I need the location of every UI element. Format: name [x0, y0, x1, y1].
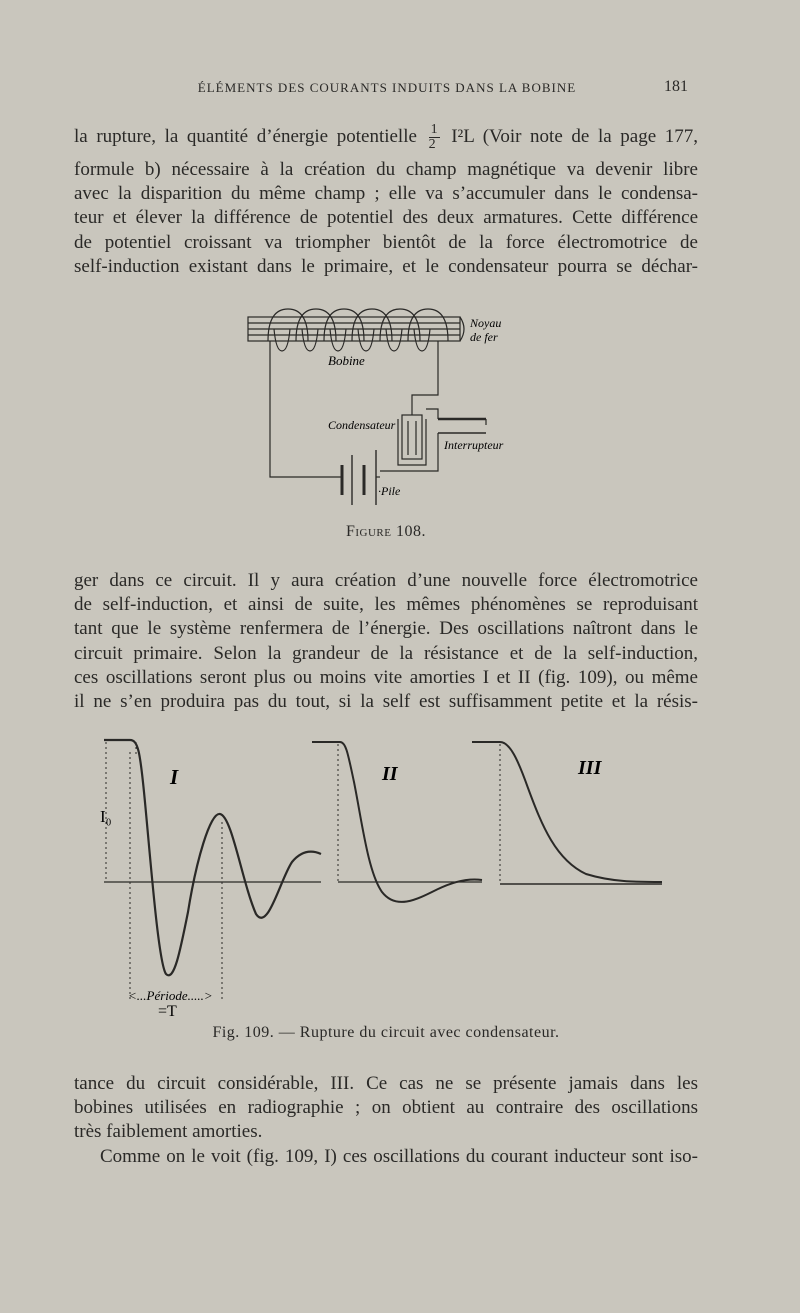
text-line: avec la disparition du même champ ; elle va s’accumuler dans le condensa-: [74, 183, 698, 205]
text-line: de potentiel croissant va triompher bientôt de la force électromotrice de: [74, 231, 698, 253]
label-II: II: [382, 763, 398, 785]
label-noyau: Noyau: [470, 316, 502, 330]
text-line: tance du circuit considérable, III. Ce cas ne se présente jamais dans les: [74, 1073, 698, 1094]
text-line: Comme on le voit (fig. 109, I) ces oscillations du courant inducteur sont iso-: [100, 1146, 698, 1167]
text-line: bobines utilisées en radiographie ; on obtient au contraire des oscillations: [74, 1097, 698, 1119]
paragraph-1: [74, 123, 698, 279]
paragraph-4: [74, 1145, 698, 1169]
label-pile: ·Pile: [378, 484, 401, 498]
page-number: 181: [664, 78, 688, 95]
label-periode: <...Période.....>: [128, 988, 213, 1003]
core-end: [460, 317, 464, 341]
figure-109-caption: Fig. 109. — Rupture du circuit avec condensateur.: [212, 1024, 560, 1041]
label-III: III: [578, 757, 602, 779]
text-line: il ne s’en produira pas du tout, si la self est suffisamment petite et la résis-: [74, 691, 698, 713]
label-de-fer: de fer: [470, 330, 498, 344]
label-I: I: [170, 765, 179, 789]
text-line: ces oscillations seront plus ou moins vite amorties I et II (fig. 109), ou même: [74, 666, 698, 688]
label-bobine: Bobine: [328, 353, 365, 368]
text-line: ger dans ce circuit. Il y aura création d’une nouvelle force électromotrice: [74, 570, 698, 591]
figure-109-oscillation-curves: [96, 732, 668, 1022]
fraction-numerator: 1: [430, 122, 438, 137]
text-line: self-induction existant dans le primaire, et le condensateur pourra se déchar-: [74, 255, 698, 277]
text-line: de self-induction, et ainsi de suite, les mêmes phénomènes se reproduisant: [74, 594, 698, 616]
text-fragment: I²L (Voir note de la page 177,: [451, 125, 699, 147]
label-T: =T: [158, 1003, 177, 1020]
text-fragment: la rupture, la quantité d’énergie potentielle: [74, 125, 417, 147]
coil-windings: [268, 309, 448, 351]
running-head: ÉLÉMENTS DES COURANTS INDUITS DANS LA BOBINE: [197, 80, 577, 95]
fraction-denominator: 2: [428, 137, 436, 152]
label-condensateur: Condensateur: [328, 418, 396, 432]
text-line: circuit primaire. Selon la grandeur de la résistance et de la self-induction,: [74, 642, 698, 664]
label-I0: I₀: [100, 807, 112, 826]
text-line: [74, 123, 698, 152]
figure-108-circuit-diagram: [230, 305, 530, 510]
text-line: teur et élever la différence de potentiel des deux armatures. Cette différence: [74, 207, 698, 229]
text-line: formule b) nécessaire à la création du champ magnétique va devenir libre: [74, 159, 698, 180]
condenser-symbol: [398, 415, 426, 465]
curve-I: [104, 740, 321, 1000]
figure-108-caption: Figure 108.: [345, 523, 426, 540]
label-interrupteur: Interrupteur: [444, 438, 504, 452]
battery-symbol: [342, 450, 380, 505]
curve-III: [472, 742, 662, 884]
wire-right: [412, 341, 438, 415]
text-line: très faiblement amorties.: [74, 1121, 263, 1143]
paragraph-2: [74, 569, 698, 714]
fraction-one-half: [429, 123, 440, 152]
text-line: tant que le système renfermera de l’énergie. Des oscillations naîtront dans le: [74, 618, 698, 640]
paragraph-3: [74, 1072, 698, 1145]
